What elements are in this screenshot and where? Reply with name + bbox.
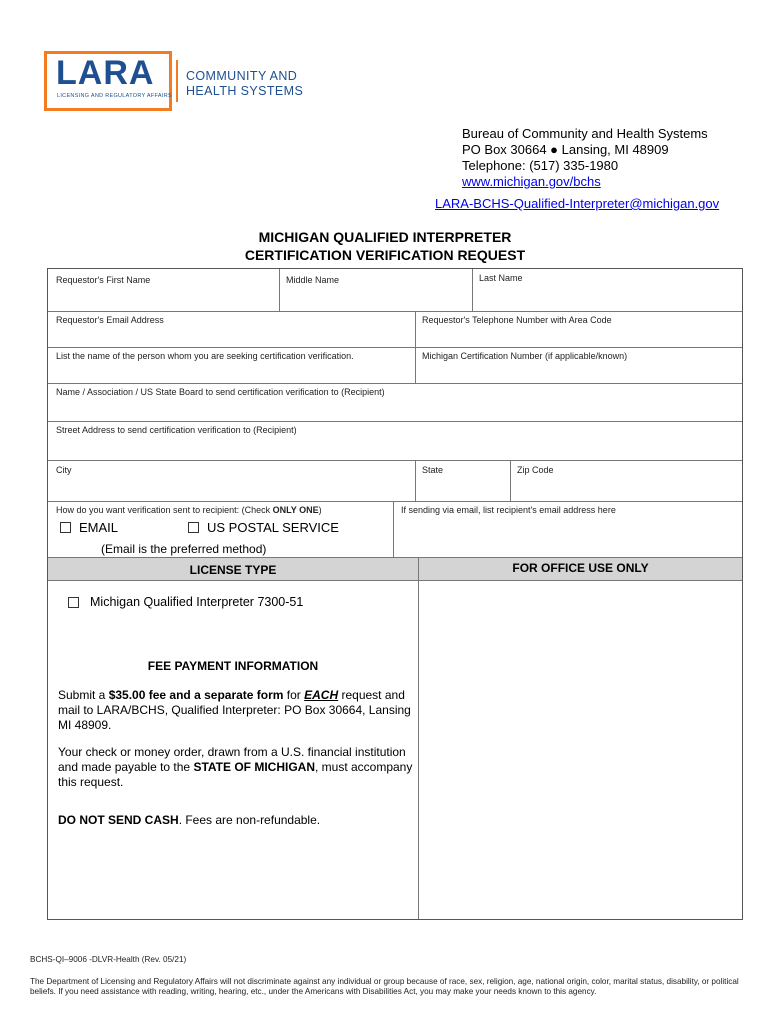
state-label: State	[422, 465, 444, 475]
fee-paragraph-3	[58, 813, 414, 828]
delivery-method-prefix: How do you want verification sent to recipient: (Check	[56, 505, 273, 515]
division-line1: COMMUNITY AND	[186, 69, 298, 83]
email-label: Requestor's Email Address	[56, 315, 164, 325]
fee-p2-payee: STATE OF MICHIGAN	[193, 760, 315, 774]
telephone: Telephone: (517) 335-1980	[462, 158, 619, 173]
division-line2: HEALTH SYSTEMS	[186, 84, 304, 98]
recipient-label: Name / Association / US State Board to send certification verification to (Recipient)	[56, 387, 385, 397]
logo-divider	[176, 60, 178, 102]
division-name	[186, 69, 303, 99]
lara-logo-word: LARA	[56, 54, 155, 92]
request-form	[47, 268, 743, 920]
license-checkbox[interactable]	[68, 597, 79, 608]
postal-checkbox[interactable]	[188, 522, 199, 533]
lara-logo-tagline: LICENSING AND REGULATORY AFFAIRS	[57, 93, 172, 99]
form-id: BCHS-QI–9006 -DLVR-Health (Rev. 05/21)	[30, 955, 187, 964]
fee-p1-a: Submit a	[58, 688, 109, 702]
delivery-method-emphasis: ONLY ONE	[272, 505, 319, 515]
fee-p1-each: EACH	[304, 688, 339, 702]
person-name-label: List the name of the person whom you are seeking certification verification.	[56, 351, 354, 361]
website-link[interactable]: www.michigan.gov/bchs	[462, 174, 601, 189]
zip-label: Zip Code	[517, 465, 554, 475]
license-type-heading: LICENSE TYPE	[189, 563, 277, 577]
cert-number-label: Michigan Certification Number (if applicable/known)	[422, 351, 628, 361]
po-box: PO Box 30664 ● Lansing, MI 48909	[462, 142, 669, 157]
postal-option-label: US POSTAL SERVICE	[207, 520, 339, 535]
fee-p3-b: . Fees are non-refundable.	[178, 813, 321, 827]
email-checkbox[interactable]	[60, 522, 71, 533]
preferred-method-note: (Email is the preferred method)	[101, 542, 267, 556]
recipient-email-label: If sending via email, list recipient's email address here	[401, 505, 616, 515]
office-use-heading: FOR OFFICE USE ONLY	[512, 561, 649, 575]
fee-p3-warning: DO NOT SEND CASH	[58, 813, 179, 827]
fee-p1-e: request and mail to LARA/BCHS, Qualified Interpreter: PO Box 30664, Lansing MI 48909.	[58, 688, 411, 732]
form-title-line1: MICHIGAN QUALIFIED INTERPRETER	[258, 229, 512, 245]
fee-heading: FEE PAYMENT INFORMATION	[147, 659, 319, 673]
delivery-method-suffix: )	[318, 505, 322, 515]
email-link[interactable]: LARA-BCHS-Qualified-Interpreter@michigan.gov	[435, 196, 720, 211]
fee-p2-c: , must accompany this request.	[58, 760, 413, 789]
phone-label: Requestor's Telephone Number with Area Code	[422, 315, 612, 325]
disclaimer: The Department of Licensing and Regulatory Affairs will not discriminate against any individual or group because of race, sex, religion, age, national origin, color, marital status, disability, or political beliefs. If you need assistance with reading, writing, hearing, etc., under the Americans with Disabilities Act, you may make your needs known to this agency.	[30, 977, 739, 996]
email-option-label: EMAIL	[79, 520, 119, 535]
fee-p1-c: for	[283, 688, 305, 702]
bureau-name: Bureau of Community and Health Systems	[462, 126, 708, 141]
first-name-label: Requestor's First Name	[56, 275, 151, 285]
fee-paragraph-1	[58, 688, 414, 733]
city-label: City	[56, 465, 72, 475]
last-name-label: Last Name	[479, 273, 523, 283]
middle-name-label: Middle Name	[286, 275, 340, 285]
form-title-line2: CERTIFICATION VERIFICATION REQUEST	[244, 247, 526, 263]
street-label: Street Address to send certification verification to (Recipient)	[56, 425, 297, 435]
fee-p1-amount: $35.00 fee and a separate form	[108, 688, 284, 702]
fee-paragraph-2	[58, 745, 414, 790]
delivery-method-label	[56, 505, 322, 515]
fee-p2-a: Your check or money order, drawn from a U.S. financial institution and made payable to the	[58, 745, 406, 774]
license-option-label: Michigan Qualified Interpreter 7300-51	[90, 595, 304, 609]
